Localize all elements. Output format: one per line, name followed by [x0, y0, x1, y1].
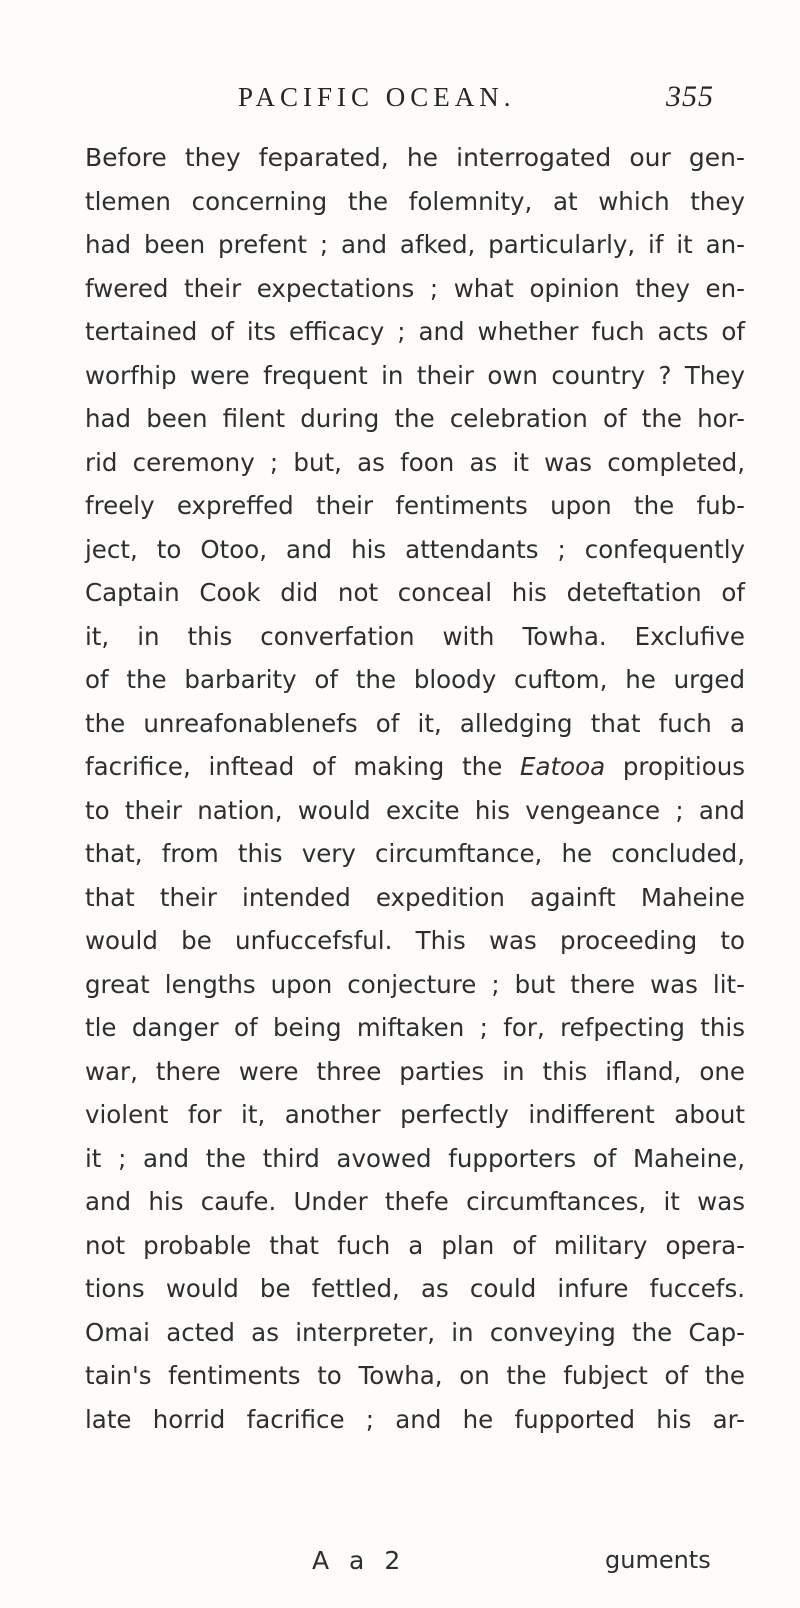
body-paragraph	[85, 136, 745, 1441]
text-line: it ; and the third avowed fupporters of Maheine,	[85, 1143, 745, 1173]
text-line: late horrid facrifice ; and he fupported his ar-	[85, 1404, 745, 1434]
text-line: it, in this converfation with Towha. Exclufive	[85, 621, 745, 651]
page-footer	[0, 1546, 800, 1586]
catchword: guments	[605, 1546, 711, 1574]
text-line: to their nation, would excite his vengeance ; and	[85, 795, 745, 825]
text-line: not probable that fuch a plan of military opera-	[85, 1230, 745, 1260]
page-number: 355	[666, 80, 714, 113]
text-line: that, from this very circumftance, he concluded,	[85, 839, 745, 868]
text-line: ject, to Otoo, and his attendants ; confequently	[85, 534, 745, 564]
text-line: Captain Cook did not conceal his deteftation of	[85, 578, 745, 607]
text-line: had been prefent ; and afked, particularly, if it an-	[85, 230, 745, 259]
signature-mark: A a 2	[312, 1546, 407, 1575]
text-line: great lengths upon conjecture ; but there was lit-	[85, 969, 745, 999]
text-line: violent for it, another perfectly indifferent about	[85, 1100, 745, 1129]
text-line: worfhip were frequent in their own country ? They	[85, 360, 745, 390]
text-line: tertained of its efficacy ; and whether fuch acts of	[85, 317, 745, 346]
italic-term: Eatooa	[520, 752, 606, 781]
text-line: that their intended expedition againft Maheine	[85, 882, 745, 912]
text-line: Before they feparated, he interrogated our gen-	[85, 143, 745, 172]
text-line: tle danger of being miftaken ; for, refpecting this	[85, 1013, 745, 1042]
text-line: had been filent during the celebration of the hor-	[85, 404, 745, 433]
running-title: PACIFIC OCEAN.	[238, 82, 516, 112]
text-line: and his caufe. Under thefe circumftances, it was	[85, 1187, 745, 1216]
text-line: war, there were three parties in this ifland, one	[85, 1056, 745, 1086]
text-line: tain's fentiments to Towha, on the fubject of the	[85, 1361, 745, 1390]
text-line: fwered their expectations ; what opinion they en-	[85, 273, 745, 303]
text-line: of the barbarity of the bloody cuftom, he urged	[85, 665, 745, 694]
text-line: rid ceremony ; but, as foon as it was completed,	[85, 447, 745, 477]
text-line: facrifice, inftead of making the Eatooa propitious	[85, 752, 745, 781]
text-line: would be unfuccefsful. This was proceeding to	[85, 926, 745, 955]
text-line: tlemen concerning the folemnity, at which they	[85, 186, 745, 216]
page-header	[0, 82, 800, 122]
text-line: the unreafonablenefs of it, alledging that fuch a	[85, 708, 745, 738]
text-line: Omai acted as interpreter, in conveying the Cap-	[85, 1317, 745, 1347]
text-line: freely expreffed their fentiments upon the fub-	[85, 491, 745, 520]
text-line: tions would be fettled, as could infure fuccefs.	[85, 1274, 745, 1303]
